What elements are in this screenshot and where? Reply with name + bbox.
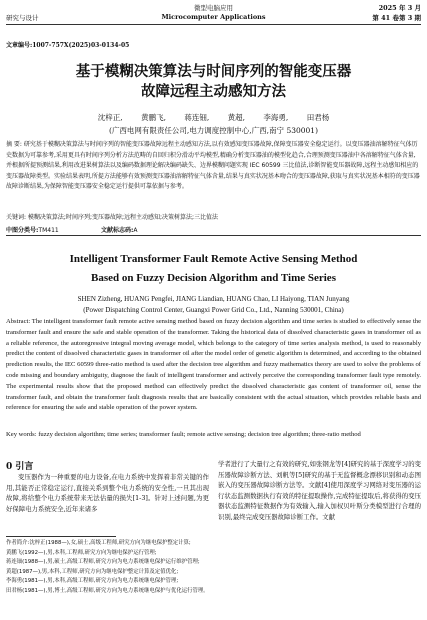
abstract-cn: 摘 要: 研究基于模糊决策算法与时间序列的智能变压器故障远程主动感知方法,以有效感知变压器故障,保障变压器安全稳定运行。以变压器油溶解特征气体历史数据为可靠参考,采用更具有时间序列分析方法范畴的自回归积分滑动平均模型,精确分析变压器油的模型化趋合,合理预测变压器油中各溶解特征气体含量,并根据所提预测结果,利用改进果树算法以及编码数据理论解决编码缺失、边界模糊问题实现 IEC 60599 三比值法,诊断智能变压器故障,远程主动感知相应的变压器故障类型。实验结果表明,所提方法能够有效预测变压器油溶解特征气体含量,结果与真实状况基本吻合的变压器故障,获取与真实状况基本相符的变压器故障诊断结果,为保障智能变压器安全稳定运行提供可靠依据与参考。	[6, 141, 420, 191]
affiliation-en: (Power Dispatching Control Center, Guangxi Power Grid Co., Ltd., Nanning 530001, China)	[83, 306, 344, 314]
section-divider	[6, 235, 421, 236]
header-rule	[6, 24, 421, 25]
author-cn: 李海勇,	[263, 113, 289, 122]
article-number: 文章编号:1007-757X(2025)03-0134-05	[6, 42, 130, 49]
footnote-line: 蒋连钿(1988—),男,硕士,高级工程师,研究方向为电力系统继电保护运行维护管理;	[6, 559, 200, 566]
body-text-left: 变压器作为一种重要的电力设备,在电力系统中发挥着非常关键的作用,其能否正常稳定运行,直接关系到整个电力系统的安全性,一旦其出现故障,将给整个电力系统带来无法估量的损失[1-3]。针对上述问题,为更好保障电力系统安全,近年来诸多	[6, 473, 209, 513]
affiliation-cn: (广西电网有限责任公司,电力调度控制中心,广西,南宁 530001)	[108, 126, 319, 135]
author-cn: 沈梓正,	[97, 113, 123, 122]
title-cn-line1: 基于模糊决策算法与时间序列的智能变压器	[75, 63, 352, 80]
header-date: 2025 年 3 月	[378, 4, 421, 12]
author-cn: 黄超,	[227, 113, 246, 122]
author-cn: 蒋连钿,	[184, 113, 210, 122]
footnote-line: 黄鹏飞(1992—),男,本科,工程师,研究方向为继电保护运行管理;	[6, 549, 157, 556]
footnotes	[6, 539, 421, 597]
title-en-line2: Based on Fuzzy Decision Algorithm and Time Series	[91, 272, 336, 284]
author-cn: 田君杨	[306, 113, 330, 122]
header-volume: 第 41 卷第 3 期	[372, 14, 421, 22]
footnote-line: 李海勇(1981—),男,本科,高级工程师,研究方向为电力系统继电保护管理;	[6, 578, 179, 585]
header-section: 研究与设计	[6, 14, 39, 22]
clc-label: 中图分类号:	[6, 227, 39, 234]
abstract-en: Abstract: The intelligent transformer fault remote active sensing method based on fuzzy decision algorithm and time series is studied to effectively sense the transformer fault and ensure the safe and stable operation of the transformer. Taking the historical data of dissolved characteristic gases in transformer oil as a reliable reference, the autoregressive integral moving average model, which belongs to the category of time series analysis method, is used to reasonably predict the content of dissolved characteristic gases in transformer oil after the model order of genetic algorithm is determined, and according to the obtained prediction results, the IEC 60599 three-ratio method is used after the decision tree algorithm and fuzzy mathematics theory are used to solve the problems of code missing and boundary ambiguity, diagnose the fault of intelligent transformer and actively perceive the corresponding transformer fault type remotely. The experimental results show that the proposed method can effectively predict the dissolved characteristic gas content of transformer oil, sense the transformer fault, and obtain the transformer fault diagnosis results that are basically consistent with the actual situation, which provides reliable basis and reference for ensuring the safe and stable operation of the power system.	[6, 318, 421, 412]
author-cn: 黄鹏飞,	[141, 113, 166, 122]
classification-line	[6, 225, 421, 234]
header-journal-cn: 微型电脑应用	[194, 4, 233, 12]
footnote-line: 作者简介:沈梓正(1988—),女,硕士,高级工程师,研究方向为继电保护整定计算;	[6, 540, 191, 546]
keywords-cn: 关键词: 模糊决策算法;时间序列;变压器故障;远程主动感知;决策树算法;三比值法	[6, 214, 219, 221]
section-heading: 0 引言	[6, 462, 34, 472]
clc-value: TM411	[38, 227, 59, 234]
footnote-rule	[6, 536, 116, 537]
body-text-right: 学者进行了大量行之有效的研究,如张钢龙等[4]研究的基于深度学习的变压器故障诊断方法、刘帆等[5]研究的基于无监督概念漂移识别和动态图嵌入的变压器故障诊断方法等。文献[4]使用深度学习网络对变压器的运行状态监测数据执行有效的特征提取操作,完成特征提取后,将获得的变压器状态监测特征数据作为有效输入,输入加权贝叶斯分类模型进行合理的识别,最终完成变压器故障诊断工作。文献	[218, 460, 421, 521]
doc-code-value: A	[133, 227, 138, 234]
keywords-en: Key words: fuzzy decision algorithm; time series; transformer fault; remote active sensing; decision tree algorithm; three-ratio method	[6, 431, 361, 438]
doc-code-label: 文献标志码:	[101, 227, 134, 234]
authors-cn	[0, 112, 427, 123]
authors-en: SHEN Zizheng, HUANG Pengfei, JIANG Liandian, HUANG Chao, LI Haiyong, TIAN Junyang	[77, 295, 350, 303]
header-journal-en: Microcomputer Applications	[161, 13, 266, 21]
title-en-line1: Intelligent Transformer Fault Remote Active Sensing Method	[69, 253, 358, 265]
footnote-line: 黄超(1987—),男,本科,工程师,研究方向为继电保护整定计算及定值优化;	[6, 568, 179, 575]
title-cn-line2: 故障远程主动感知方法	[141, 83, 286, 100]
footnote-line: 田君杨(1981—),男,博士,高级工程师,研究方向为电力系统继电保护与优化运行管理。	[6, 587, 209, 594]
running-header	[0, 0, 427, 26]
